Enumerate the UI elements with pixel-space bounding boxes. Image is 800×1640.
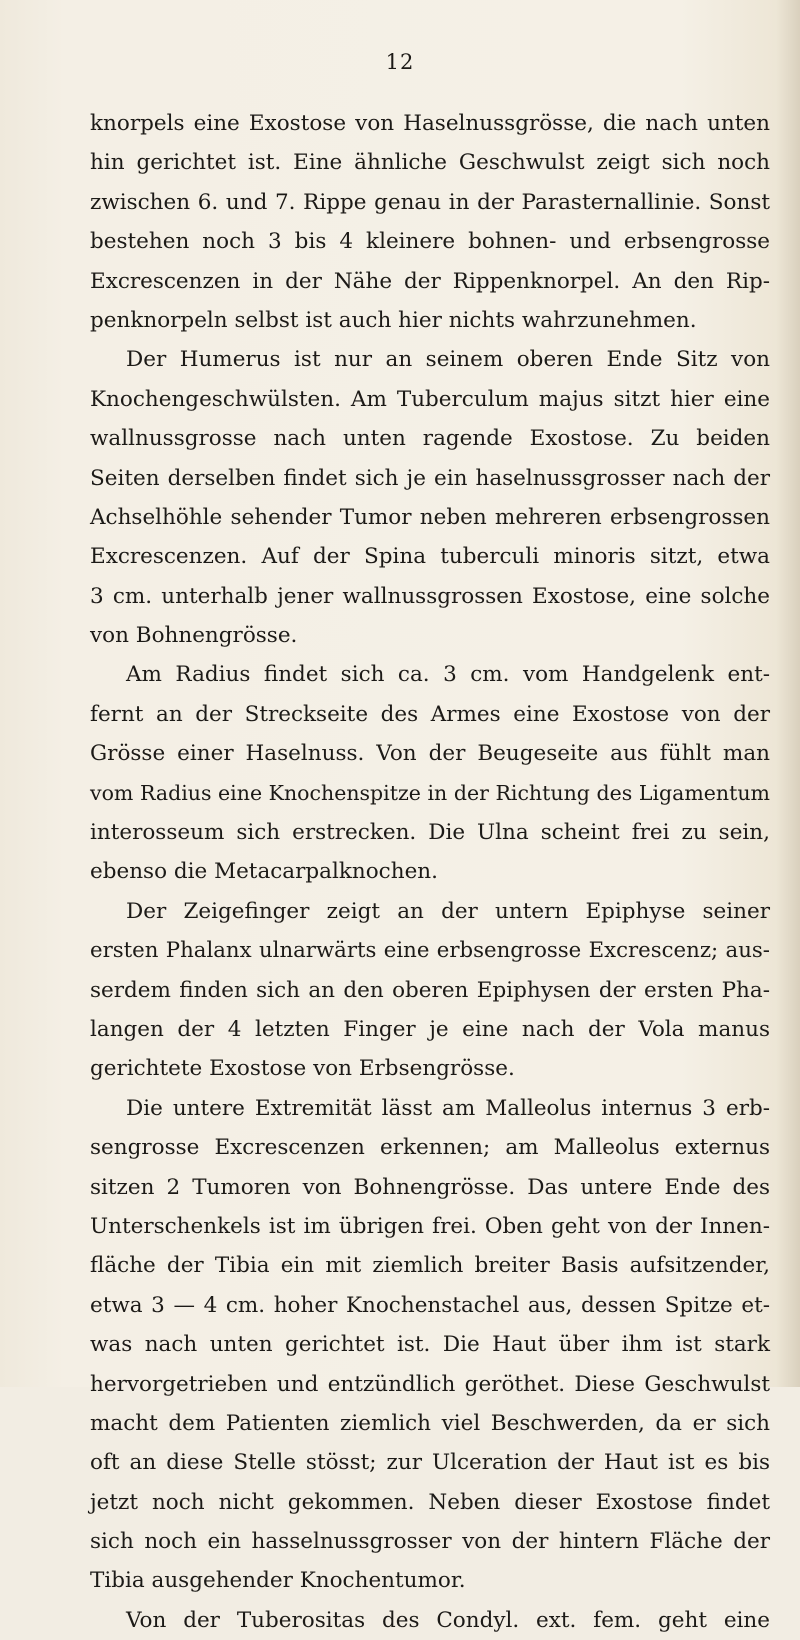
text-line: Grösse einer Haselnuss. Von der Beugeseite aus fühlt man [90,741,770,767]
text-line: Am Radius findet sich ca. 3 cm. vom Handgelenk ent- [126,662,770,688]
text-line: sitzen 2 Tumoren von Bohnengrösse. Das untere Ende des [90,1174,770,1200]
text-line: serdem finden sich an den oberen Epiphysen der ersten Pha- [90,977,770,1003]
text-line: penknorpeln selbst ist auch hier nichts wahrzunehmen. [90,307,697,333]
text-line: 3 cm. unterhalb jener wallnussgrossen Exostose, eine solche [90,583,770,609]
text-line: Knochengeschwülsten. Am Tuberculum majus sitzt hier eine [90,386,770,412]
text-line: sengrosse Excrescenzen erkennen; am Malleolus externus [90,1135,770,1161]
text-line: fläche der Tibia ein mit ziemlich breiter Basis aufsitzender, [90,1253,770,1279]
text-line: sich noch ein hasselnussgrosser von der hintern Fläche der [90,1529,770,1555]
text-line: Seiten derselben findet sich je ein haselnussgrosser nach der [90,465,770,491]
text-line: Unterschenkels ist im übrigen frei. Oben geht von der Innen- [90,1213,770,1239]
text-line: hervorgetrieben und entzündlich geröthet. Diese Geschwulst [90,1371,770,1397]
text-line: Tibia ausgehender Knochentumor. [90,1568,466,1594]
text-line: Der Humerus ist nur an seinem oberen Ende Sitz von [126,347,770,373]
text-line: wallnussgrosse nach unten ragende Exostose. Zu beiden [90,426,770,452]
text-line: was nach unten gerichtet ist. Die Haut über ihm ist stark [90,1332,770,1358]
text-line: Die untere Extremität lässt am Malleolus internus 3 erb- [126,1095,770,1121]
text-line: bestehen noch 3 bis 4 kleinere bohnen- und erbsengrosse [90,229,770,255]
text-line: oft an diese Stelle stösst; zur Ulceration der Haut ist es bis [90,1450,770,1476]
text-line: interosseum sich erstrecken. Die Ulna scheint frei zu sein, [90,820,770,846]
text-line: Von der Tuberositas des Condyl. ext. fem. geht eine [126,1607,770,1633]
text-line: vom Radius eine Knochenspitze in der Richtung des Ligamentum [90,780,770,805]
text-line: gerichtete Exostose von Erbsengrösse. [90,1056,515,1082]
text-line: ebenso die Metacarpalknochen. [90,859,438,885]
text-line: Excrescenzen. Auf der Spina tuberculi minoris sitzt, etwa [90,544,770,570]
text-line: knorpels eine Exostose von Haselnussgrösse, die nach unten [90,111,770,136]
text-line: Der Zeigefinger zeigt an der untern Epiphyse seiner [126,898,770,924]
text-line: macht dem Patienten ziemlich viel Beschwerden, da er sich [90,1410,770,1436]
text-line: von Bohnengrösse. [90,623,298,649]
text-line: langen der 4 letzten Finger je eine nach der Vola manus [90,1016,770,1042]
text-line: jetzt noch nicht gekommen. Neben dieser Exostose findet [90,1489,770,1515]
text-line: fernt an der Streckseite des Armes eine Exostose von der [90,701,770,727]
text-line: Achselhöhle sehender Tumor neben mehreren erbsengrossen [90,504,770,530]
text-line: ersten Phalanx ulnarwärts eine erbsengrosse Excrescenz; aus- [90,938,770,964]
page-number: 12 [385,50,415,74]
body-text [90,104,770,1640]
text-line: etwa 3 — 4 cm. hoher Knochenstachel aus, dessen Spitze et- [90,1292,770,1318]
text-line: zwischen 6. und 7. Rippe genau in der Parasternallinie. Sonst [90,189,770,215]
text-line: Excrescenzen in der Nähe der Rippenknorpel. An den Rip- [90,268,770,294]
text-line: hin gerichtet ist. Eine ähnliche Geschwulst zeigt sich noch [90,150,770,176]
